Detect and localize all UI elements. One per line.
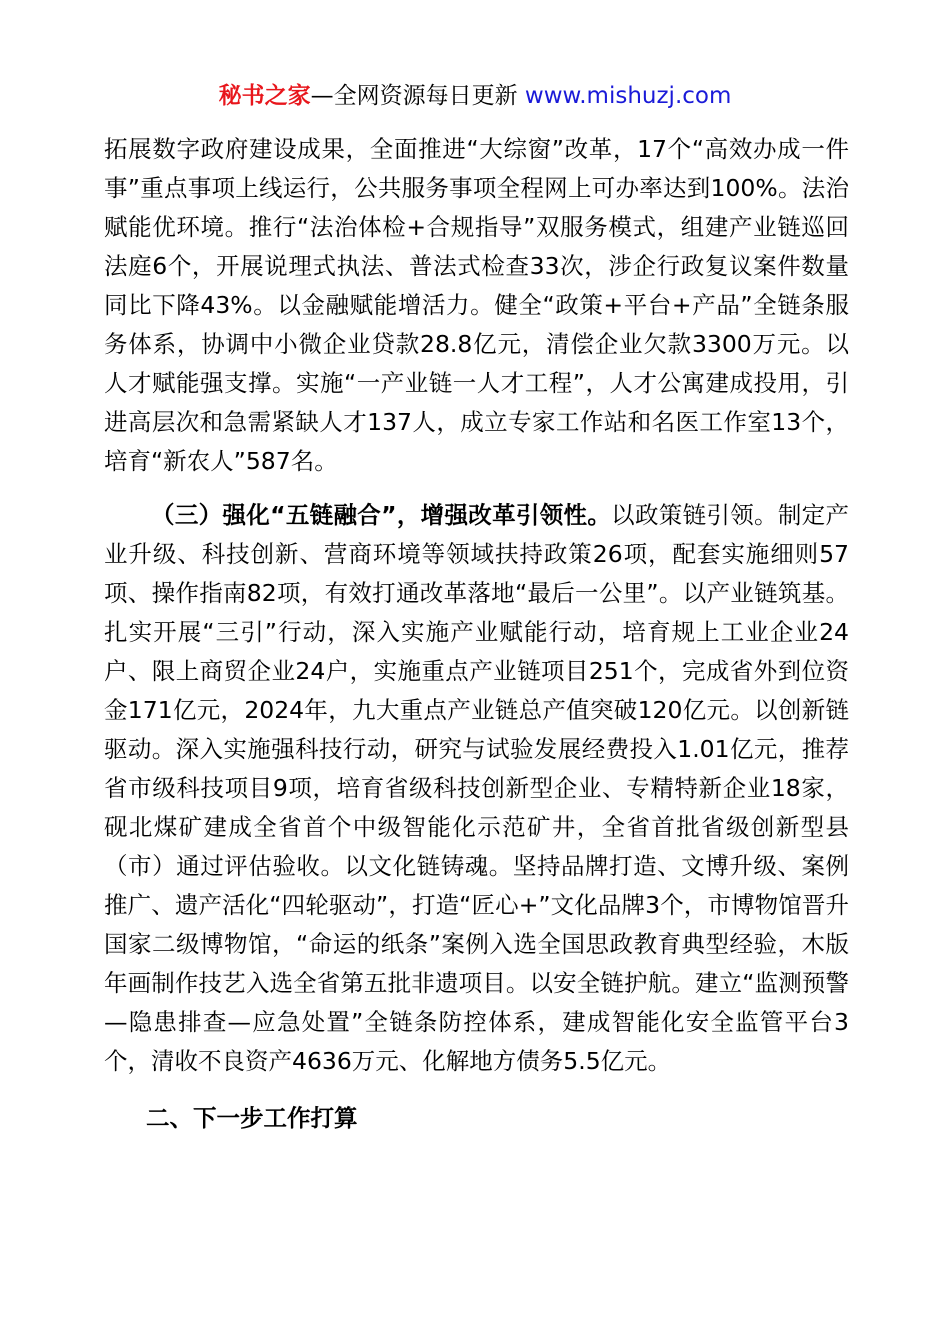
document-body (104, 130, 849, 1138)
paragraph-1 (104, 130, 849, 481)
site-url-link[interactable]: www.mishuzj.com (524, 83, 732, 109)
paragraph-2 (104, 496, 849, 1081)
paragraph-2-text: 以政策链引领。制定产业升级、科技创新、营商环境等领域扶持政策26项，配套实施细则57项、操作指南82项，有效打通改革落地“最后一公里”。以产业链筑基。扎实开展“三引”行动，深入实施产业赋能行动，培育规上工业企业24户、限上商贸企业24户，实施重点产业链项目251个，完成省外到位资金171亿元，2024年，九大重点产业链总产值突破120亿元。以创新链驱动。深入实施强科技行动，研究与试验发展经费投入1.01亿元，推荐省市级科技项目9项，培育省级科技创新型企业、专精特新企业18家，砚北煤矿建成全省首个中级智能化示范矿井，全省首批省级创新型县（市）通过评估验收。以文化链铸魂。坚持品牌打造、文博升级、案例推广、遗产活化“四轮驱动”，打造“匠心+”文化品牌3个，市博物馆晋升国家二级博物馆，“命运的纸条”案例入选全国思政教育典型经验，木版年画制作技艺入选全省第五批非遗项目。以安全链护航。建立“监测预警—隐患排查—应急处置”全链条防控体系，建成智能化安全监管平台3个，清收不良资产4636万元、化解地方债务5.5亿元。 (104, 501, 849, 1075)
page-header (0, 80, 950, 112)
site-brand: 秘书之家 (218, 83, 311, 109)
paragraph-2-lead: （三）强化“五链融合”，增强改革引领性。 (151, 501, 612, 529)
paragraph-1-text: 拓展数字政府建设成果，全面推进“大综窗”改革，17个“高效办成一件事”重点事项上线运行，公共服务事项全程网上可办率达到100%。法治赋能优环境。推行“法治体检+合规指导”双服务模式，组建产业链巡回法庭6个，开展说理式执法、普法式检查33次，涉企行政复议案件数量同比下降43%。以金融赋能增活力。健全“政策+平台+产品”全链条服务体系，协调中小微企业贷款28.8亿元，清偿企业欠款3300万元。以人才赋能强支撑。实施“一产业链一人才工程”，人才公寓建成投用，引进高层次和急需紧缺人才137人，成立专家工作站和名医工作室13个，培育“新农人”587名。 (104, 135, 849, 475)
section-heading: 二、下一步工作打算 (146, 1104, 358, 1132)
site-tagline: —全网资源每日更新 (310, 83, 518, 109)
